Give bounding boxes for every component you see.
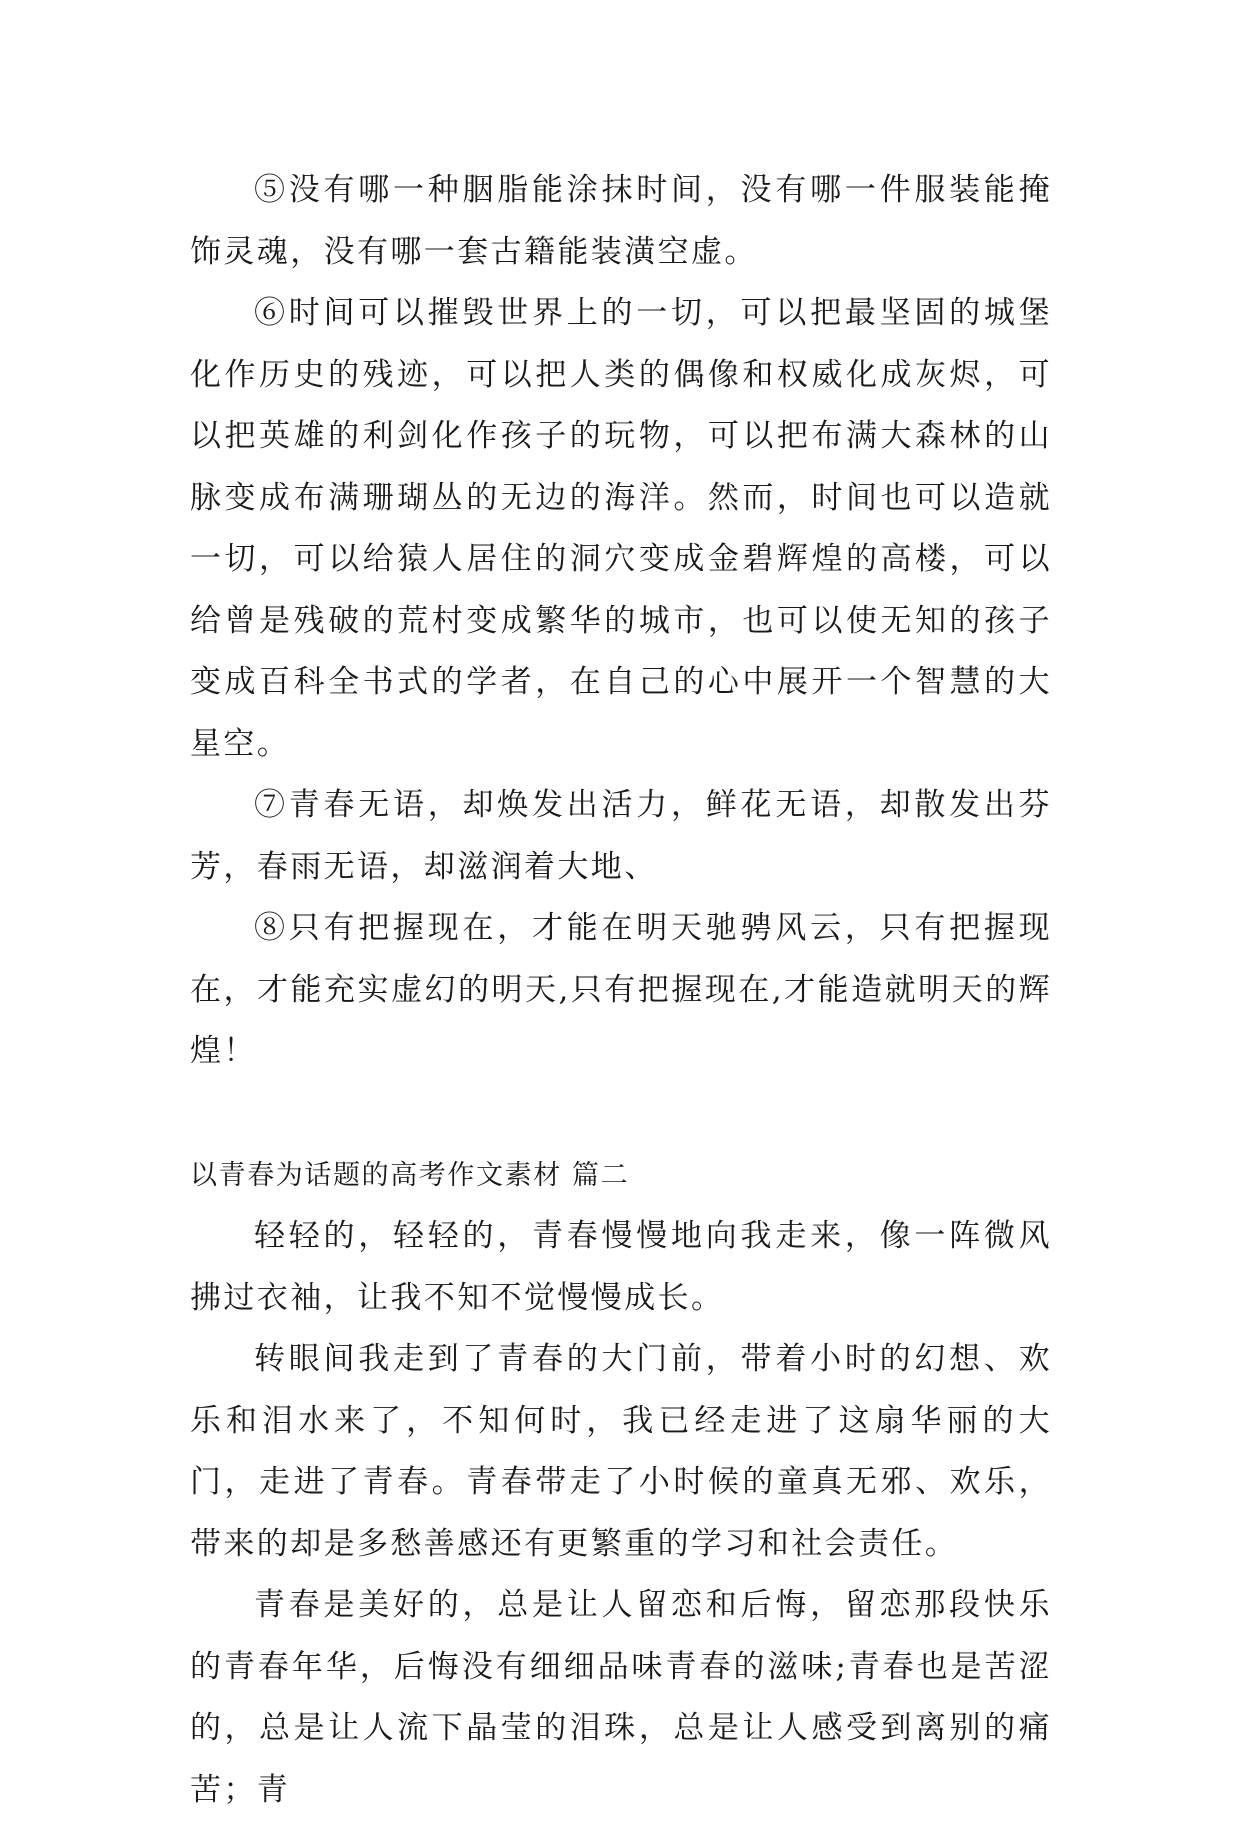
paragraph-two-1: 轻轻的，轻轻的，青春慢慢地向我走来，像一阵微风拂过衣袖，让我不知不觉慢慢成长。 [190,1218,1052,1316]
paragraph-8: ⑧只有把握现在，才能在明天驰骋风云，只有把握现在，才能充实虚幻的明天,只有把握现在,才能造就明天的辉煌！ [190,910,1052,1069]
paragraph-two-2: 转眼间我走到了青春的大门前，带着小时的幻想、欢乐和泪水来了，不知何时，我已经走进了这扇华丽的大门，走进了青春。青春带走了小时候的童真无邪、欢乐，带来的却是多愁善感还有更繁重的学习和社会责任。 [190,1341,1052,1562]
paragraph-5: ⑤没有哪一种胭脂能涂抹时间，没有哪一件服装能掩饰灵魂，没有哪一套古籍能装潢空虚。 [190,172,1052,270]
document-page [190,160,1052,1821]
section-gap [190,1083,1052,1145]
section-heading: 以青春为话题的高考作文素材 篇二 [190,1159,630,1191]
paragraph-7: ⑦青春无语，却焕发出活力，鲜花无语，却散发出芬芳，春雨无语，却滋润着大地、 [190,787,1052,885]
paragraph-two-3: 青春是美好的，总是让人留恋和后悔，留恋那段快乐的青春年华，后悔没有细细品味青春的滋味;青春也是苦涩的，总是让人流下晶莹的泪珠，总是让人感受到离别的痛苦；青 [190,1587,1052,1808]
paragraph-6: ⑥时间可以摧毁世界上的一切，可以把最坚固的城堡化作历史的残迹，可以把人类的偶像和权威化成灰烬，可以把英雄的利剑化作孩子的玩物，可以把布满大森林的山脉变成布满珊瑚丛的无边的海洋。然而，时间也可以造就一切，可以给猿人居住的洞穴变成金碧辉煌的高楼，可以给曾是残破的荒村变成繁华的城市，也可以使无知的孩子变成百科全书式的学者，在自己的心中展开一个智慧的大星空。 [190,295,1052,762]
